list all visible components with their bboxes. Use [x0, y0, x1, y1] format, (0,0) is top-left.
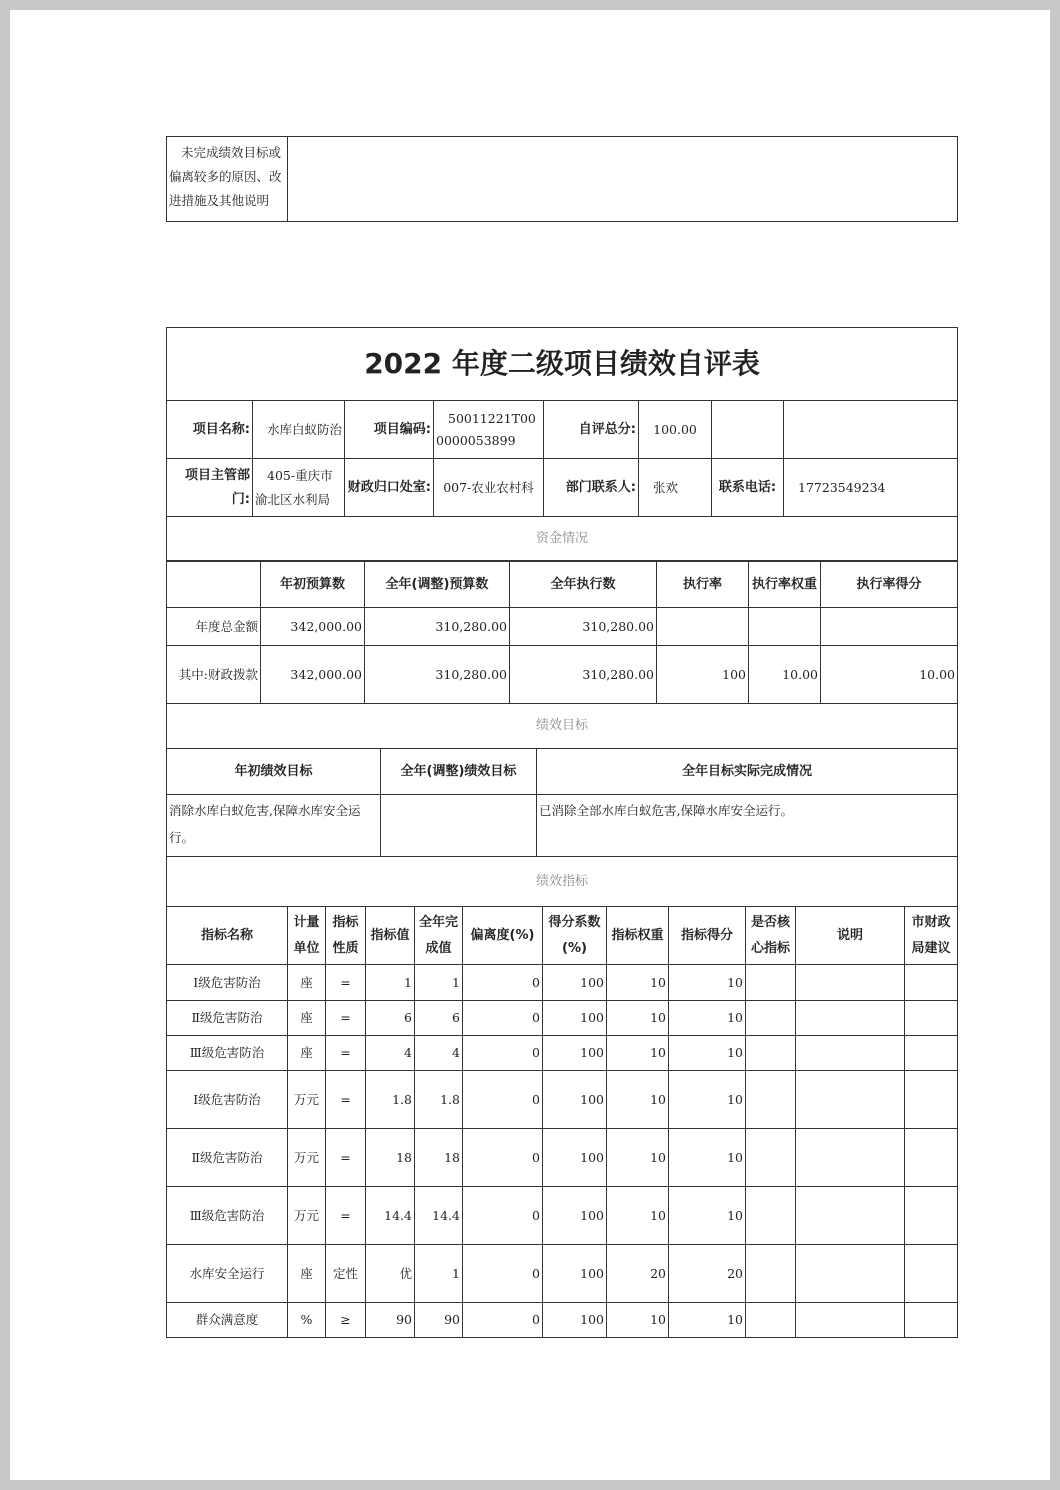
indicator-cell — [905, 1245, 958, 1303]
indicator-cell — [796, 1129, 905, 1187]
indicator-cell: 4 — [415, 1036, 463, 1071]
indicator-cell — [796, 1001, 905, 1036]
dept: 405-重庆市渝北区水利局 — [253, 459, 345, 517]
indicator-cell: 0 — [463, 1303, 543, 1338]
indicator-cell — [746, 1071, 796, 1129]
indicator-cell: 100 — [543, 1036, 607, 1071]
indicator-cell: 10 — [607, 1187, 669, 1245]
indicator-header: 指标得分 — [669, 907, 746, 965]
indicator-header: 是否核心指标 — [746, 907, 796, 965]
indicator-row — [167, 1001, 958, 1036]
funds-cell: 其中:财政拨款 — [167, 646, 261, 704]
indicator-cell: 6 — [366, 1001, 415, 1036]
indicator-cell — [746, 1245, 796, 1303]
finance: 007-农业农村科 — [434, 459, 544, 517]
indicator-cell: 1 — [415, 1245, 463, 1303]
funds-cell: 310,280.00 — [365, 608, 510, 646]
indicator-cell: 10 — [607, 965, 669, 1001]
indicator-cell — [905, 965, 958, 1001]
indicator-cell: 10 — [669, 1001, 746, 1036]
funds-cell: 342,000.00 — [261, 608, 365, 646]
remarks-table — [166, 136, 958, 222]
indicator-cell: 10 — [669, 1071, 746, 1129]
indicator-cell: 10 — [607, 1001, 669, 1036]
indicator-cell: 14.4 — [366, 1187, 415, 1245]
indicator-cell: 0 — [463, 1071, 543, 1129]
indicator-cell: 1 — [366, 965, 415, 1001]
indicator-cell: = — [326, 1001, 366, 1036]
indicator-cell: 100 — [543, 1129, 607, 1187]
indicator-cell: = — [326, 1036, 366, 1071]
remarks-value — [288, 137, 958, 222]
indicator-cell: 10 — [669, 1303, 746, 1338]
indicator-cell: 0 — [463, 1129, 543, 1187]
indicator-cell — [796, 1187, 905, 1245]
indicator-cell — [746, 1001, 796, 1036]
indicator-cell: = — [326, 1187, 366, 1245]
indicator-cell: = — [326, 1129, 366, 1187]
project-name-label: 项目名称: — [167, 401, 253, 459]
goal-initial: 消除水库白蚁危害,保障水库安全运行。 — [167, 795, 381, 857]
indicator-cell: 100 — [543, 1001, 607, 1036]
phone-label: 联系电话: — [712, 459, 784, 517]
indicator-header: 指标性质 — [326, 907, 366, 965]
indicator-cell: Ⅰ级危害防治 — [167, 965, 288, 1001]
indicator-cell: 90 — [415, 1303, 463, 1338]
indicator-header: 全年完成值 — [415, 907, 463, 965]
indicator-cell: 100 — [543, 965, 607, 1001]
blank-cell-2 — [784, 401, 958, 459]
indicator-cell — [796, 1303, 905, 1338]
indicator-cell — [905, 1303, 958, 1338]
indicator-cell: 座 — [288, 1036, 326, 1071]
indicator-cell: 4 — [366, 1036, 415, 1071]
indicator-header: 计量单位 — [288, 907, 326, 965]
goals-table — [166, 748, 958, 907]
indicator-cell — [746, 1187, 796, 1245]
indicator-cell: 10 — [669, 1187, 746, 1245]
contact: 张欢 — [639, 459, 712, 517]
indicators-body — [167, 965, 958, 1338]
indicator-cell: 100 — [543, 1303, 607, 1338]
goal-adjusted — [381, 795, 537, 857]
indicator-row — [167, 1245, 958, 1303]
total-score: 100.00 — [639, 401, 712, 459]
funds-cell — [821, 608, 958, 646]
indicator-cell: 优 — [366, 1245, 415, 1303]
indicator-cell: ≥ — [326, 1303, 366, 1338]
indicator-cell: 0 — [463, 965, 543, 1001]
goals-section-title: 绩效目标 — [167, 704, 958, 749]
remarks-label: 未完成绩效目标或偏离较多的原因、改进措施及其他说明 — [167, 137, 288, 222]
funds-cell — [749, 608, 821, 646]
indicator-cell — [796, 1245, 905, 1303]
indicator-cell: 万元 — [288, 1187, 326, 1245]
indicator-cell: 10 — [607, 1071, 669, 1129]
indicator-cell: 10 — [607, 1303, 669, 1338]
funds-cell: 310,280.00 — [365, 646, 510, 704]
funds-cell: 年度总金额 — [167, 608, 261, 646]
finance-label: 财政归口处室: — [345, 459, 434, 517]
indicator-cell: 14.4 — [415, 1187, 463, 1245]
funds-cell: 310,280.00 — [510, 646, 657, 704]
indicator-cell — [905, 1071, 958, 1129]
funds-table — [166, 561, 958, 749]
document-page — [10, 10, 1050, 1480]
indicator-cell — [796, 1071, 905, 1129]
funds-cell: 100 — [657, 646, 749, 704]
indicators-header-row — [167, 907, 958, 965]
indicator-cell — [905, 1187, 958, 1245]
indicator-header: 指标值 — [366, 907, 415, 965]
indicator-header: 指标权重 — [607, 907, 669, 965]
funds-header: 执行率得分 — [821, 562, 958, 608]
funds-section-title: 资金情况 — [167, 517, 958, 561]
indicator-cell: 20 — [607, 1245, 669, 1303]
funds-cell: 310,280.00 — [510, 608, 657, 646]
indicator-cell — [796, 965, 905, 1001]
indicator-cell: 18 — [415, 1129, 463, 1187]
indicator-row — [167, 1071, 958, 1129]
indicator-cell — [905, 1036, 958, 1071]
indicator-cell: 100 — [543, 1245, 607, 1303]
dept-label: 项目主管部门: — [167, 459, 253, 517]
indicator-cell: = — [326, 965, 366, 1001]
indicator-cell — [905, 1001, 958, 1036]
indicator-row — [167, 965, 958, 1001]
indicator-cell — [905, 1129, 958, 1187]
indicator-cell: 0 — [463, 1001, 543, 1036]
indicators-table — [166, 906, 958, 1338]
funds-header: 年初预算数 — [261, 562, 365, 608]
goals-header: 全年目标实际完成情况 — [537, 749, 958, 795]
indicator-cell: Ⅲ级危害防治 — [167, 1036, 288, 1071]
funds-header — [167, 562, 261, 608]
indicator-cell — [796, 1036, 905, 1071]
indicator-header: 说明 — [796, 907, 905, 965]
indicator-cell: 10 — [669, 1036, 746, 1071]
indicator-header: 指标名称 — [167, 907, 288, 965]
indicator-cell: 1.8 — [415, 1071, 463, 1129]
funds-header-row — [167, 562, 958, 608]
funds-header: 全年执行数 — [510, 562, 657, 608]
indicator-cell: 6 — [415, 1001, 463, 1036]
total-score-label: 自评总分: — [544, 401, 639, 459]
funds-header: 执行率 — [657, 562, 749, 608]
indicator-cell: 座 — [288, 965, 326, 1001]
indicators-section-title: 绩效指标 — [167, 857, 958, 907]
indicator-row — [167, 1187, 958, 1245]
indicator-cell: 18 — [366, 1129, 415, 1187]
indicator-cell: Ⅰ级危害防治 — [167, 1071, 288, 1129]
indicator-cell: 0 — [463, 1187, 543, 1245]
indicator-row — [167, 1129, 958, 1187]
funds-cell — [657, 608, 749, 646]
funds-header: 全年(调整)预算数 — [365, 562, 510, 608]
indicator-header: 得分系数(%) — [543, 907, 607, 965]
indicator-cell: 1.8 — [366, 1071, 415, 1129]
funds-cell: 342,000.00 — [261, 646, 365, 704]
indicator-cell — [746, 1303, 796, 1338]
funds-row — [167, 608, 958, 646]
phone: 17723549234 — [784, 459, 958, 517]
indicator-cell: 座 — [288, 1245, 326, 1303]
form-title: 2022 年度二级项目绩效自评表 — [167, 328, 958, 401]
indicator-cell: Ⅲ级危害防治 — [167, 1187, 288, 1245]
goal-actual: 已消除全部水库白蚁危害,保障水库安全运行。 — [537, 795, 958, 857]
project-code-label: 项目编码: — [345, 401, 434, 459]
indicator-cell: 水库安全运行 — [167, 1245, 288, 1303]
indicator-cell: 座 — [288, 1001, 326, 1036]
indicator-row — [167, 1036, 958, 1071]
contact-label: 部门联系人: — [544, 459, 639, 517]
indicator-cell: 0 — [463, 1245, 543, 1303]
goals-header-row — [167, 749, 958, 795]
project-name: 水库白蚁防治 — [253, 401, 345, 459]
indicator-cell: 100 — [543, 1187, 607, 1245]
goals-header: 年初绩效目标 — [167, 749, 381, 795]
indicator-cell: 群众满意度 — [167, 1303, 288, 1338]
indicator-cell: Ⅱ级危害防治 — [167, 1001, 288, 1036]
goals-row — [167, 795, 958, 857]
indicator-cell: 万元 — [288, 1129, 326, 1187]
indicator-cell — [746, 1036, 796, 1071]
funds-header: 执行率权重 — [749, 562, 821, 608]
indicator-header: 市财政局建议 — [905, 907, 958, 965]
indicator-cell: 定性 — [326, 1245, 366, 1303]
indicator-cell: % — [288, 1303, 326, 1338]
indicator-cell: 10 — [607, 1129, 669, 1187]
indicator-cell: = — [326, 1071, 366, 1129]
funds-cell: 10.00 — [821, 646, 958, 704]
indicator-cell: 100 — [543, 1071, 607, 1129]
indicator-cell: Ⅱ级危害防治 — [167, 1129, 288, 1187]
blank-cell-1 — [712, 401, 784, 459]
indicator-row — [167, 1303, 958, 1338]
indicator-cell — [746, 965, 796, 1001]
goals-header: 全年(调整)绩效目标 — [381, 749, 537, 795]
project-code: 50011221T000000053899 — [434, 401, 544, 459]
indicator-cell: 10 — [607, 1036, 669, 1071]
form-header-table — [166, 327, 958, 561]
funds-row — [167, 646, 958, 704]
indicator-header: 偏离度(%) — [463, 907, 543, 965]
indicator-cell — [746, 1129, 796, 1187]
indicator-cell: 20 — [669, 1245, 746, 1303]
indicator-cell: 90 — [366, 1303, 415, 1338]
indicator-cell: 0 — [463, 1036, 543, 1071]
indicator-cell: 10 — [669, 1129, 746, 1187]
indicator-cell: 10 — [669, 965, 746, 1001]
indicator-cell: 万元 — [288, 1071, 326, 1129]
funds-cell: 10.00 — [749, 646, 821, 704]
indicator-cell: 1 — [415, 965, 463, 1001]
